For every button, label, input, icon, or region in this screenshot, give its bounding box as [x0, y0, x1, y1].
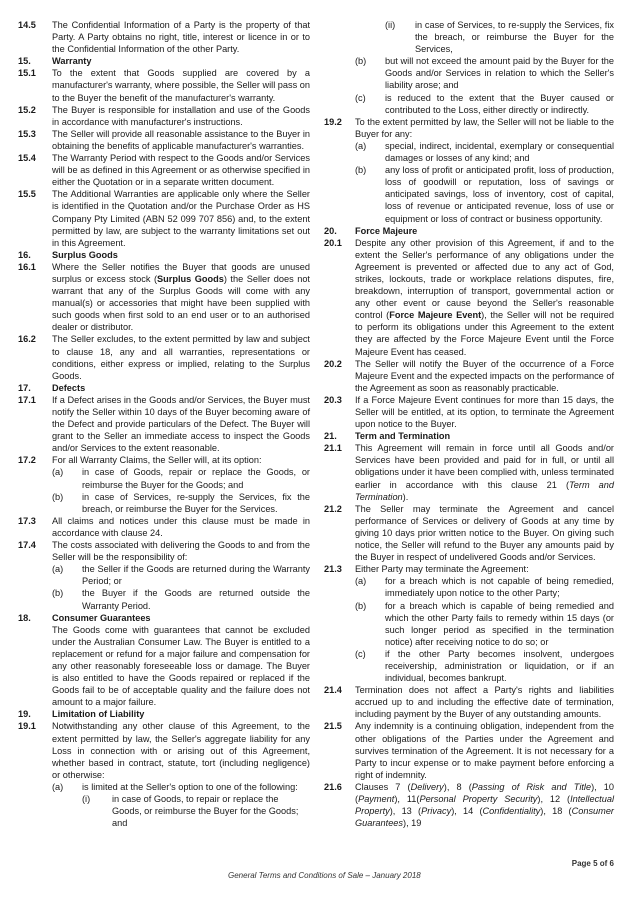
clause-text: Notwithstanding any other clause of this Agreement, to the extent permitted by law, the Seller's aggregate liability for any Loss in connection with or arising out of this Agreement, whether based in contract, statute, tort (including negligence) or otherwise:: [52, 721, 310, 780]
clause-number: 15.1: [18, 68, 36, 79]
subclause-text: is limited at the Seller's option to one of the following:: [82, 781, 298, 792]
cross-reference: Term and Termination: [355, 479, 614, 502]
text-part: ), 11(: [394, 794, 420, 804]
subclause-label: (a): [52, 781, 64, 792]
text-part: ), 13 (: [389, 806, 422, 817]
heading-number: 17.: [18, 382, 31, 393]
heading-17: [18, 382, 310, 394]
heading-number: 18.: [18, 612, 31, 623]
subclause-label: (a): [52, 467, 64, 478]
clause-17-4: [18, 539, 310, 563]
heading-text: Consumer Guarantees: [52, 612, 151, 623]
text-part: ), 19: [403, 818, 422, 829]
heading-15: [18, 55, 310, 67]
right-column: [324, 19, 614, 829]
clause-16-2: [18, 333, 310, 381]
text-part: Where the Seller notifies the Buyer that goods are unused surplus or excess stock (: [52, 261, 310, 284]
subclause-label: (a): [52, 564, 64, 575]
cross-reference: Intellectual Property: [355, 794, 614, 817]
clause-number: 17.3: [18, 515, 36, 526]
heading-number: 20.: [324, 225, 337, 236]
subclause-17-4-b: [52, 587, 310, 611]
clause-number: 21.3: [324, 564, 342, 575]
clause-number: 20.1: [324, 237, 342, 248]
subclause-text: for a breach which is capable of being remedied and which the other Party fails to remedy within 15 days (or such longer period as specified in the termination notice) after receiving notice to do so; or: [385, 600, 614, 647]
clause-21-5: [324, 720, 614, 780]
clause-text: [355, 781, 614, 829]
subclause-19-1-a-ii: [385, 19, 614, 55]
subclause-text: in case of Services, re-supply the Services, fix the breach, or reimburse the Buyer for the Services.: [82, 491, 310, 514]
subclause-label: (b): [52, 588, 64, 599]
heading-text: Force Majeure: [355, 225, 418, 236]
subclause-text: in case of Goods, to repair or replace the Goods, or reimburse the Buyer for the Goods; and: [112, 794, 299, 829]
clause-20-1: [324, 237, 614, 358]
subclause-text: if the other Party becomes insolvent, undergoes receivership, administration or liquidation, or if an individual, becomes bankrupt.: [385, 648, 614, 684]
subclause-label: (b): [52, 491, 64, 502]
text-part: ), 10 (: [355, 781, 615, 804]
heading-number: 15.: [18, 56, 31, 67]
clause-text: The Additional Warranties are applicable only where the Seller is identified in the Quotation and/or the Purchase Order as HS Company Pty Limited (ABN 52 099 707 856) and, to the extent permitted by law, are subject to the warranty limitations set out in this Agreement.: [52, 189, 310, 248]
subclause-21-3-b: [355, 600, 614, 648]
clause-number: 16.1: [18, 261, 36, 272]
clause-20-2: [324, 358, 614, 394]
clause-19-2: [324, 116, 614, 140]
clause-number: 19.2: [324, 116, 342, 127]
subclause-19-1-c: [355, 92, 614, 116]
clause-21-6: [324, 781, 614, 829]
text-part: ), 8 (: [443, 781, 472, 792]
clause-15-5: [18, 188, 310, 248]
clause-21-1: [324, 442, 614, 502]
clause-text: Any indemnity is a continuing obligation, independent from the other obligations of the Parties under the Agreement and survives termination of the Agreement. It is not necessary for a Party to incur expense or to make payment before enforcing a right of indemnity.: [355, 721, 614, 780]
clause-text: If a Force Majeure Event continues for more than 15 days, the Seller will be entitled, at its option, to terminate the Agreement upon notice to the Buyer.: [355, 394, 614, 430]
subclause-label: (c): [355, 92, 366, 103]
clause-text: The Warranty Period with respect to the Goods and/or Services will be as defined in this Agreement or as otherwise specified in either the Quotation or in a separate written document.: [52, 153, 310, 188]
text-part: This Agreement will remain in force until all Goods and/or Services have been provided and paid for in full, or until all obligations under it have been complied with, unless terminated earlier in accordance with this clause 21 (: [355, 443, 614, 490]
clause-number: 21.4: [324, 685, 342, 696]
text-part: ), 14 (: [451, 806, 483, 817]
clause-text: If a Defect arises in the Goods and/or Services, the Buyer must notify the Seller within 10 days of the Buyer becoming aware of the Defect and provide particulars of the Defect. The Buyer will grant to the Seller an immediate access to inspect the Goods and/or Services to the extent reasonable.: [52, 394, 310, 454]
clause-number: 20.2: [324, 358, 342, 369]
clause-number: 21.1: [324, 443, 342, 454]
subclause-label: (a): [355, 576, 367, 587]
subclause-label: (ii): [385, 20, 396, 30]
text-part: Despite any other provision of this Agreement, if and to the extent the Seller's performance of any obligations under the Agreement is prevented or affected due to any act of God, strikes, lockouts, trade or workplace relations disputes, fire, breakdown, interruption of transport, governmental action or any other event or cause beyond the Seller's reasonable control (: [355, 237, 614, 321]
subclause-text: but will not exceed the amount paid by the Buyer for the Goods and/or Services in relation to which the Seller's liability arose; and: [385, 56, 614, 91]
clause-15-4: [18, 152, 310, 188]
clause-number: 15.4: [18, 153, 36, 164]
heading-19: [18, 708, 310, 720]
subclause-19-2-b: [355, 164, 614, 224]
clause-14-5: [18, 19, 310, 55]
clause-number: 15.3: [18, 128, 36, 139]
heading-text: Warranty: [52, 56, 92, 67]
clause-text: Either Party may terminate the Agreement:: [355, 564, 529, 575]
clause-number: 21.6: [324, 781, 342, 792]
subclause-text: special, indirect, incidental, exemplary or consequential damages or losses of any kind; and: [385, 140, 614, 164]
clause-16-1: [18, 261, 310, 334]
cross-reference: Delivery: [410, 781, 444, 792]
clause-15-2: [18, 104, 310, 128]
text-part: ), 18 (: [540, 806, 572, 817]
heading-16: [18, 249, 310, 261]
subclause-text: in case of Goods, repair or replace the Goods, or reimburse the Buyer for the Goods; and: [82, 467, 310, 490]
subclause-text: the Seller if the Goods are returned during the Warranty Period; or: [82, 564, 310, 587]
clause-21-3: [324, 563, 614, 575]
clause-number: 17.2: [18, 455, 36, 466]
text-part: ), the Seller will not be required to perform its obligations under this Agreement to the extent they are affected by the Force Majeure Event until the Force Majeure Event has ceased.: [355, 310, 614, 357]
clause-17-2: [18, 454, 310, 466]
clause-number: 17.4: [18, 540, 36, 551]
text-part: Clauses 7 (: [355, 781, 411, 792]
subclause-label: (b): [355, 600, 367, 611]
subclause-text: in case of Services, to re-supply the Services, fix the breach, or reimburse the Buyer for the Services,: [415, 20, 614, 55]
heading-21: [324, 430, 614, 442]
clause-number: 16.2: [18, 334, 36, 345]
clause-text: The Seller will notify the Buyer of the occurrence of a Force Majeure Event and the expected impacts on the performance of the Agreement as soon as reasonably practicable.: [355, 358, 614, 393]
footer-title: General Terms and Conditions of Sale – January 2018: [228, 871, 421, 880]
subclause-21-3-c: [355, 648, 614, 684]
subclause-label: (c): [355, 648, 366, 659]
subclause-label: (b): [355, 165, 367, 176]
heading-number: 19.: [18, 709, 31, 720]
clause-21-2: [324, 503, 614, 563]
defined-term: Surplus Goods: [157, 273, 224, 284]
cross-reference: Privacy: [421, 806, 452, 817]
cross-reference: Confidentiality: [482, 806, 541, 817]
cross-reference: Passing of Risk and Title: [471, 781, 592, 792]
subclause-text: the Buyer if the Goods are returned outside the Warranty Period.: [82, 588, 310, 611]
clause-text: For all Warranty Claims, the Seller will, at its option:: [52, 455, 262, 466]
clause-20-3: [324, 394, 614, 430]
clause-text: The Buyer is responsible for installation and use of the Goods in accordance with manufacturer's instructions.: [52, 104, 310, 127]
clause-number: 21.2: [324, 503, 342, 514]
clause-17-1: [18, 394, 310, 454]
clause-number: 15.5: [18, 189, 36, 200]
cross-reference: Consumer Guarantees: [355, 806, 614, 829]
page-number: Page 5 of 6: [571, 859, 614, 868]
clause-21-4: [324, 684, 614, 720]
clause-text: To the extent permitted by law, the Seller will not be liable to the Buyer for any:: [355, 116, 614, 139]
clause-number: 15.2: [18, 104, 36, 115]
subclause-19-1-b: [355, 55, 614, 91]
clause-text: [52, 261, 310, 334]
heading-text: Term and Termination: [355, 431, 451, 442]
clause-text: The Seller excludes, to the extent permitted by law and subject to clause 18, any and all warranties, representations or conditions, either express or implied, relating to the Surplus Goods.: [52, 334, 310, 381]
text-part: ), 12 (: [537, 794, 571, 804]
clause-15-1: [18, 67, 310, 103]
clause-15-3: [18, 128, 310, 152]
clause-text: Termination does not affect a Party's rights and liabilities accrued up to and including the effective date of termination, including payment by the Buyer of any outstanding amounts.: [355, 685, 614, 720]
heading-number: 16.: [18, 249, 31, 260]
clause-number: 20.3: [324, 394, 342, 405]
clause-text: All claims and notices under this clause must be made in accordance with clause 24.: [52, 515, 310, 538]
left-column: [18, 19, 310, 829]
text-part: ) the Seller does not warrant that any of the Surplus Goods will come with any manual(s) or accessories that might have been supplied with such goods when first sold to an end user or to an authorised dealer or distributor.: [52, 273, 310, 333]
cross-reference: Personal Property Security: [419, 794, 538, 804]
heading-number: 21.: [324, 431, 337, 442]
clause-text: To the extent that Goods supplied are covered by a manufacturer's warranty, where possible, the Seller will pass on to the Buyer the benefit of the manufacturer's warranty.: [52, 68, 310, 103]
heading-text: Defects: [52, 382, 86, 393]
clause-number: 19.1: [18, 721, 36, 732]
subclause-label: (a): [355, 140, 367, 151]
heading-18: [18, 612, 310, 624]
heading-text: Surplus Goods: [52, 249, 118, 260]
clause-number: 14.5: [18, 20, 36, 30]
cross-reference: Payment: [358, 794, 395, 804]
subclause-21-3-a: [355, 575, 614, 599]
subclause-19-1-a: [52, 781, 310, 793]
subclause-text: any loss of profit or anticipated profit, loss of production, loss of goodwill or reputation, loss of savings or anticipated savings, loss of inventory, cost of capital, loss of revenue or anticipated revenue, loss of use or equipment or loss of contract or business opportunity.: [385, 165, 614, 224]
subclause-17-2-b: [52, 491, 310, 515]
defined-term: Force Majeure Event: [389, 310, 482, 321]
clause-text: The costs associated with delivering the Goods to and from the Seller will be the responsibility of:: [52, 540, 310, 563]
heading-text: Limitation of Liability: [52, 709, 145, 720]
subclause-19-1-a-i: [82, 793, 310, 829]
clause-17-3: [18, 515, 310, 539]
clause-text: The Seller will provide all reasonable assistance to the Buyer in obtaining the benefits of applicable manufacturer's warranties.: [52, 128, 310, 151]
clause-18-body: The Goods come with guarantees that cannot be excluded under the Australian Consumer Law. The Buyer is entitled to a replacement or refund for a major failure and compensation for any other reasonably foreseeable loss or damage. The Buyer is also entitled to have the Goods repaired or replaced if the Goods fail to be of acceptable quality and the failure does not amount to a major failure.: [52, 624, 310, 708]
clause-text: The Seller may terminate the Agreement and cancel performance of Services or delivery of Goods at any time by giving 10 days prior written notice to the Buyer. On giving such notice, the Seller will refund to the Buyer any amounts paid by the Buyer in respect of undelivered Goods and/or Services.: [355, 503, 614, 563]
clause-text: [355, 237, 614, 358]
heading-20: [324, 225, 614, 237]
subclause-19-2-a: [355, 140, 614, 164]
clause-number: 21.5: [324, 721, 342, 732]
text-part: ).: [402, 491, 409, 502]
clause-19-1: [18, 720, 310, 780]
subclause-label: (b): [355, 56, 367, 67]
clause-text: [355, 442, 614, 502]
subclause-label: (i): [82, 794, 91, 804]
subclause-17-2-a: [52, 466, 310, 490]
subclause-text: is reduced to the extent that the Buyer caused or contributed to the Loss, either directly or indirectly.: [385, 92, 614, 115]
clause-number: 17.1: [18, 394, 36, 405]
subclause-17-4-a: [52, 563, 310, 587]
clause-text: The Confidential Information of a Party is the property of that Party. A Party obtains no right, title, interest or licence in or to the Confidential Information of the other Party.: [52, 20, 310, 55]
subclause-text: for a breach which is not capable of being remedied, immediately upon notice to the other Party;: [385, 576, 614, 599]
